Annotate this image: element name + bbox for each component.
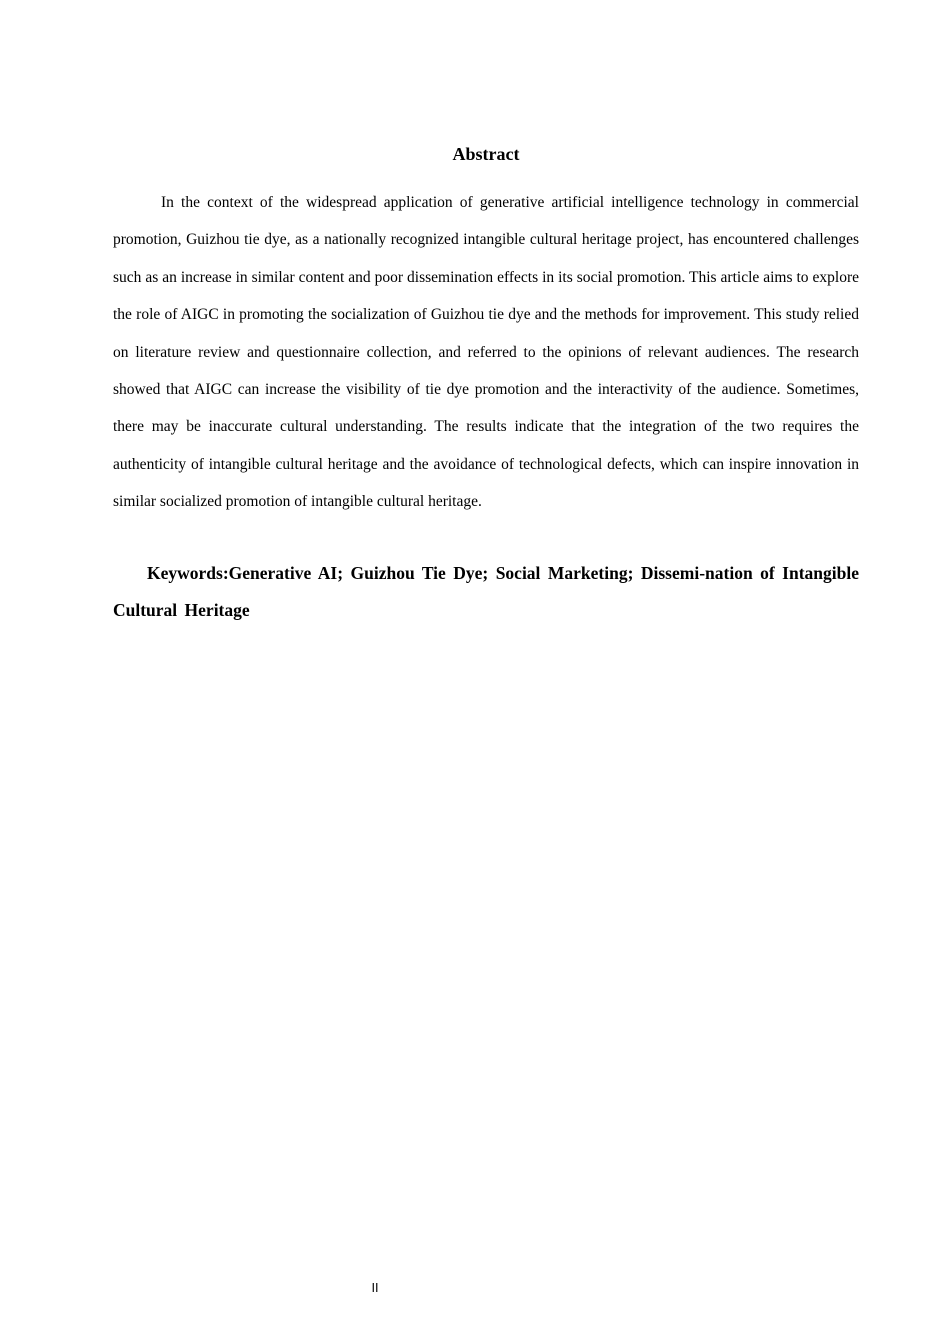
page-number: II: [371, 1281, 379, 1295]
keywords-list: Generative AI; Guizhou Tie Dye; Social Marketing; Dissemi-nation of Intangible Cultural Heritage: [113, 563, 859, 621]
keywords-label: Keywords:: [147, 563, 229, 583]
abstract-title: Abstract: [452, 144, 520, 164]
abstract-paragraph: In the context of the widespread application of generative artificial intelligence technology in commercial promotion, Guizhou tie dye, as a nationally recognized intangible cultural heritage project, has encountered challenges such as an increase in similar content and poor dissemination effects in its social promotion. This article aims to explore the role of AIGC in promoting the socialization of Guizhou tie dye and the methods for improvement. This study relied on literature review and questionnaire collection, and referred to the opinions of relevant audiences. The research showed that AIGC can increase the visibility of tie dye promotion and the interactivity of the audience. Sometimes, there may be inaccurate cultural understanding. The results indicate that the integration of the two requires the authenticity of intangible cultural heritage and the avoidance of technological defects, which can inspire innovation in similar socialized promotion of intangible cultural heritage.: [113, 194, 859, 511]
keywords-line: [113, 555, 859, 630]
